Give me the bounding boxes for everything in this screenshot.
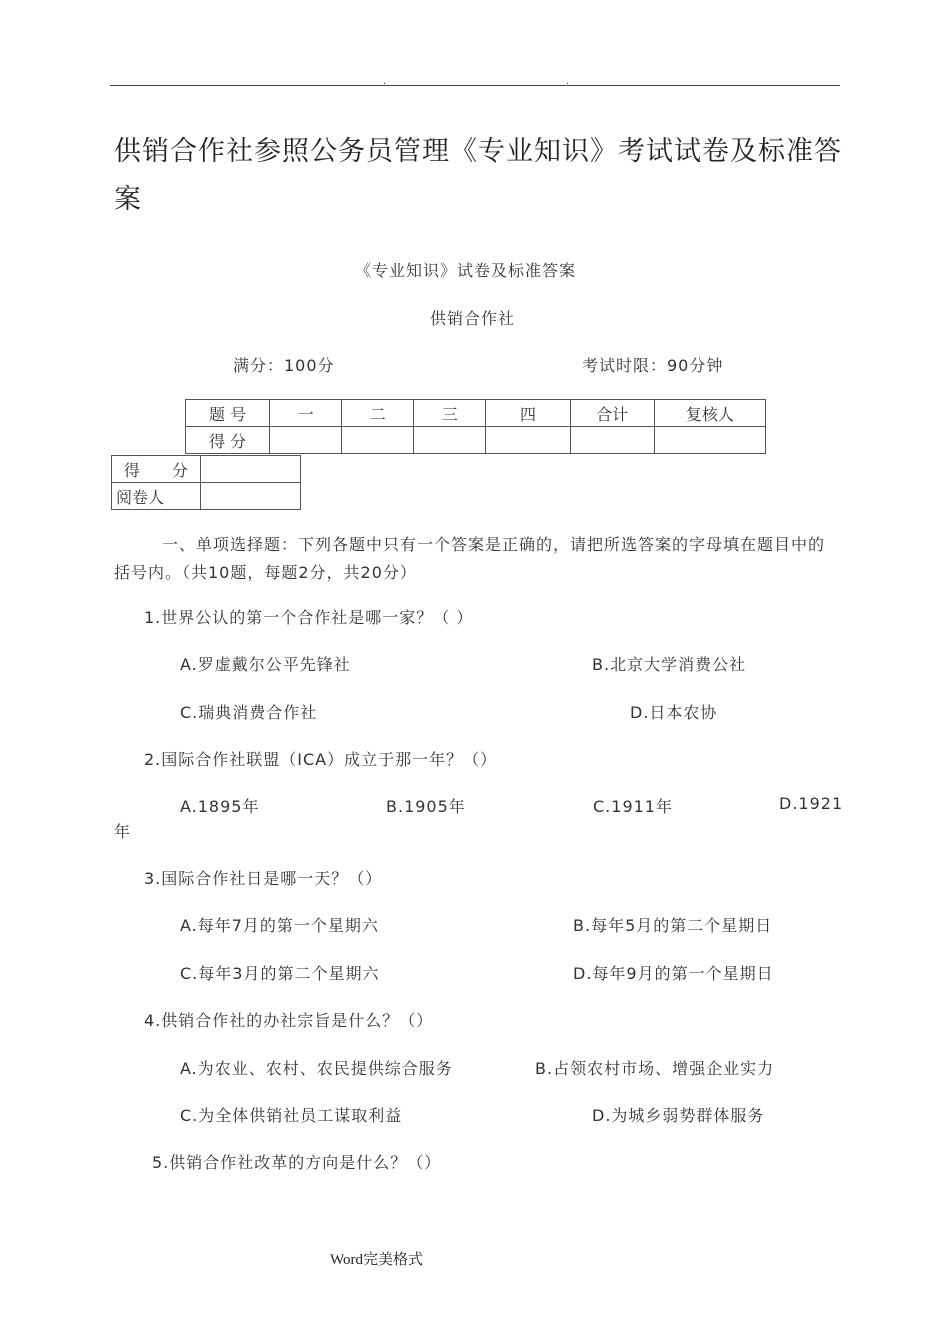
organization: 供销合作社 bbox=[430, 309, 516, 328]
table-cell bbox=[654, 427, 765, 454]
table-cell: 合计 bbox=[570, 400, 654, 427]
q3-option-b: B.每年5月的第二个星期日 bbox=[573, 916, 773, 935]
q2-option-d: D.1921 bbox=[779, 794, 844, 813]
table-cell: 阅卷人 bbox=[112, 483, 201, 510]
q4-option-a: A.为农业、农村、农民提供综合服务 bbox=[180, 1059, 453, 1078]
subtitle: 《专业知识》试卷及标准答案 bbox=[355, 261, 577, 280]
q2-option-c: C.1911年 bbox=[593, 797, 673, 816]
q4-option-d: D.为城乡弱势群体服务 bbox=[592, 1106, 765, 1125]
question-3-stem: 3.国际合作社日是哪一天？（） bbox=[144, 869, 383, 888]
score-table bbox=[185, 399, 766, 454]
table-cell bbox=[414, 427, 486, 454]
grader-table bbox=[111, 455, 301, 510]
table-cell: 四 bbox=[486, 400, 570, 427]
table-cell: 复核人 bbox=[654, 400, 765, 427]
grader-score-row bbox=[112, 456, 301, 483]
full-score: 满分：100分 bbox=[233, 356, 335, 375]
score-table-header-row bbox=[186, 400, 766, 427]
table-cell bbox=[570, 427, 654, 454]
q1-option-b: B.北京大学消费公社 bbox=[592, 655, 747, 674]
document-title: 供销合作社参照公务员管理《专业知识》考试试卷及标准答案 bbox=[114, 136, 842, 215]
grader-name-row bbox=[112, 483, 301, 510]
q1-option-a: A.罗虚戴尔公平先锋社 bbox=[180, 655, 351, 674]
table-cell: 得 分 bbox=[112, 456, 201, 483]
q2-option-d-wrap: 年 bbox=[114, 822, 132, 841]
time-limit: 考试时限：90分钟 bbox=[582, 356, 724, 375]
table-cell bbox=[200, 483, 300, 510]
question-2-stem: 2.国际合作社联盟（ICA）成立于那一年？（） bbox=[144, 750, 498, 769]
section-instructions: 一、单项选择题：下列各题中只有一个答案是正确的，请把所选答案的字母填在题目中的括号内。（共10题，每题2分，共20分） bbox=[114, 535, 826, 582]
q4-option-c: C.为全体供销社员工谋取利益 bbox=[180, 1106, 403, 1125]
score-table-score-row bbox=[186, 427, 766, 454]
table-cell bbox=[342, 427, 414, 454]
table-cell: 得 分 bbox=[186, 427, 270, 454]
q1-option-c: C.瑞典消费合作社 bbox=[180, 703, 318, 722]
table-cell: 二 bbox=[342, 400, 414, 427]
question-4-stem: 4.供销合作社的办社宗旨是什么？（） bbox=[144, 1011, 434, 1030]
q3-option-a: A.每年7月的第一个星期六 bbox=[180, 916, 379, 935]
q2-option-b: B.1905年 bbox=[386, 797, 466, 816]
question-1-stem: 1.世界公认的第一个合作社是哪一家？（ ） bbox=[144, 608, 474, 627]
table-cell bbox=[200, 456, 300, 483]
q1-option-d: D.日本农协 bbox=[630, 703, 718, 722]
header-dot: . bbox=[383, 76, 387, 87]
q3-option-c: C.每年3月的第二个星期六 bbox=[180, 964, 380, 983]
table-cell bbox=[270, 427, 342, 454]
page-footer: Word完美格式 bbox=[330, 1252, 423, 1268]
header-dot: . bbox=[566, 76, 570, 87]
q4-option-b: B.占领农村市场、增强企业实力 bbox=[535, 1059, 775, 1078]
q2-option-a: A.1895年 bbox=[180, 797, 260, 816]
table-cell: 题 号 bbox=[186, 400, 270, 427]
q3-option-d: D.每年9月的第一个星期日 bbox=[573, 964, 774, 983]
table-cell: 一 bbox=[270, 400, 342, 427]
table-cell: 三 bbox=[414, 400, 486, 427]
header-rule bbox=[110, 85, 840, 86]
question-5-stem: 5.供销合作社改革的方向是什么？（） bbox=[152, 1153, 442, 1172]
table-cell bbox=[486, 427, 570, 454]
